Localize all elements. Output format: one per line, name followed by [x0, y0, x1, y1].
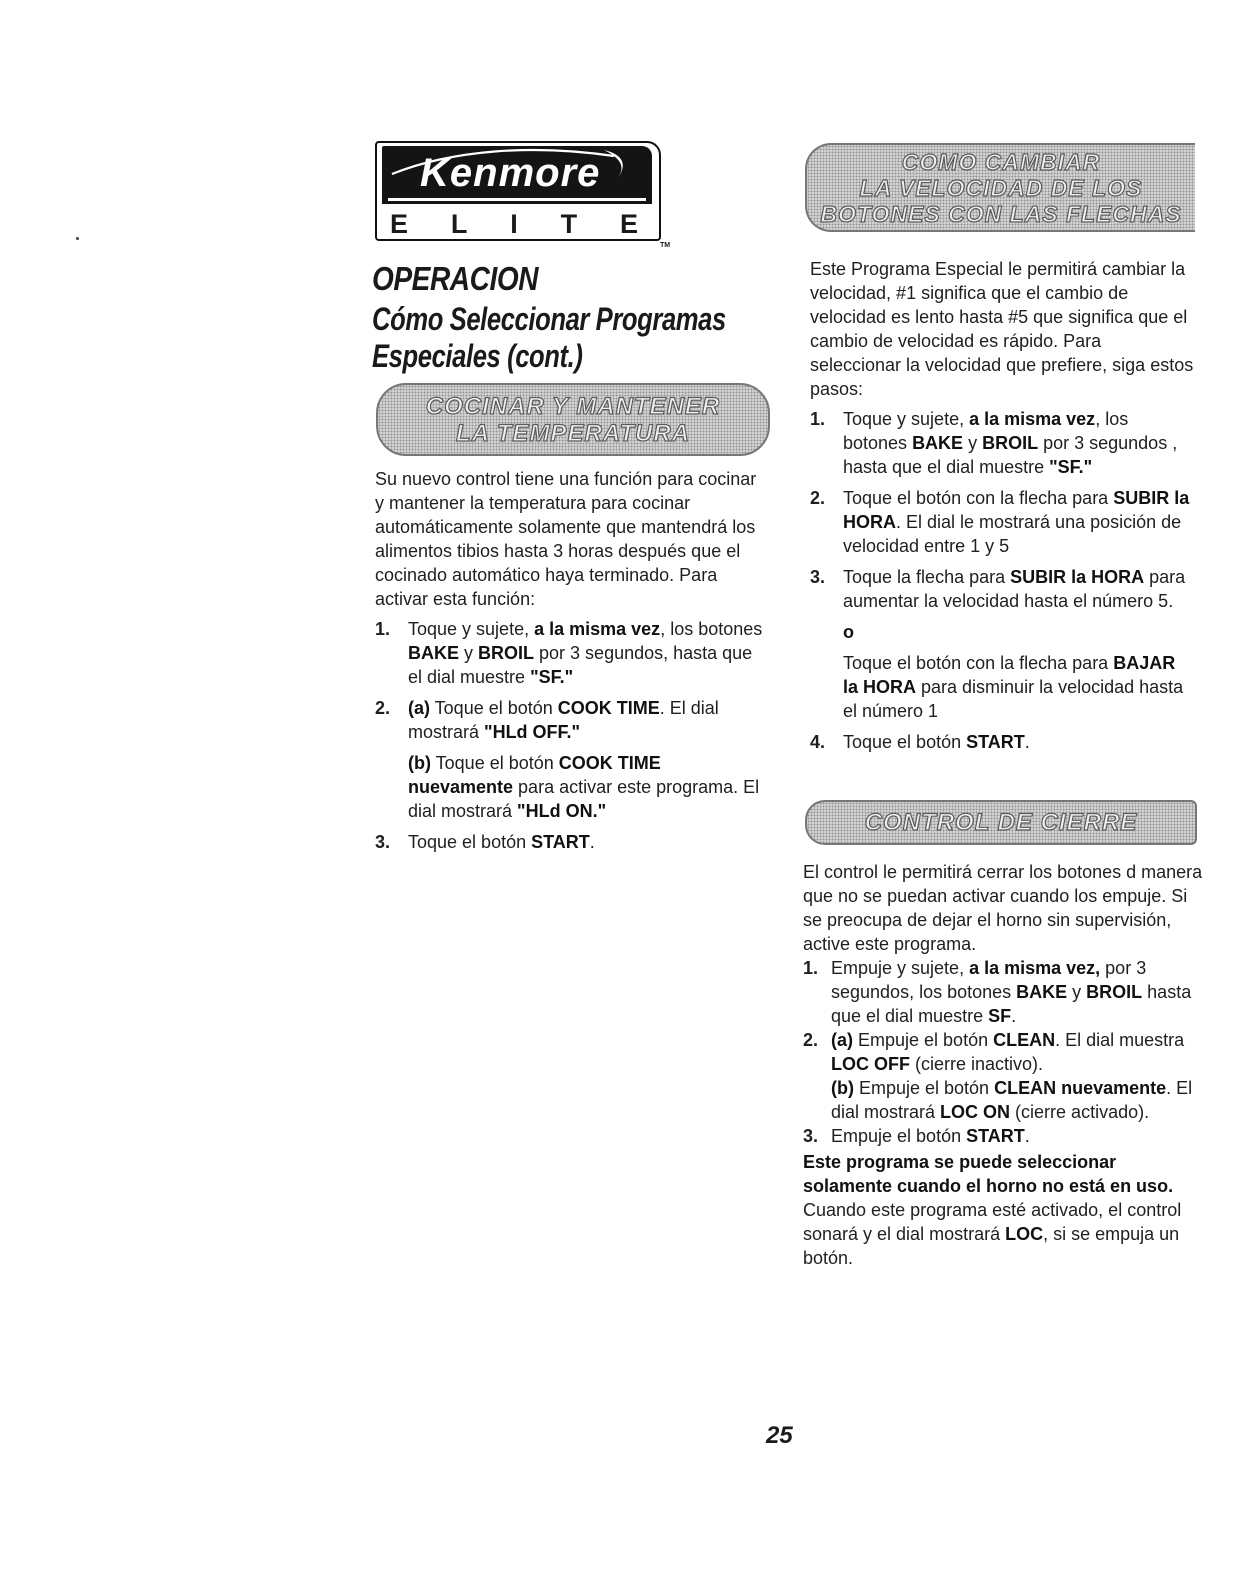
step-number: 1. — [810, 409, 826, 429]
warning-text: Este programa se puede seleccionar solamente cuando el horno no está en uso. — [803, 1152, 1174, 1196]
step-text: (cierre inactivo). — [910, 1054, 1044, 1074]
step-item — [810, 730, 1195, 754]
step-text: Toque el botón con la flecha para — [843, 653, 1114, 673]
step-number: 1. — [375, 619, 391, 639]
section-intro: Su nuevo control tiene una función para cocinar y mantener la temperatura para cocinar automáticamente solamente que mantendrá los alimentos tibios hasta 3 horas después que el cocinado automático haya terminado. Para activar esta función: — [375, 469, 757, 609]
button-name: COOK TIME nuevamente — [408, 753, 661, 797]
step-text: Toque y sujete, — [843, 409, 970, 429]
banner-text: LA TEMPERATURA — [456, 419, 690, 447]
step-number: 3. — [375, 832, 391, 852]
step-number: 4. — [810, 732, 826, 752]
step-text: y — [1067, 982, 1087, 1002]
scan-speck — [76, 237, 79, 240]
button-name: START — [966, 1126, 1025, 1146]
button-name: BROIL — [478, 643, 535, 663]
display-code: "HLd OFF." — [484, 722, 581, 742]
elite-letter: T — [560, 209, 580, 239]
elite-letter: L — [450, 209, 470, 239]
display-code: "SF." — [1049, 457, 1093, 477]
step-text: (cierre activado). — [1010, 1102, 1150, 1122]
step-text: Toque y sujete, — [408, 619, 535, 639]
hold-temperature-section — [375, 467, 765, 861]
button-name: CLEAN — [993, 1030, 1056, 1050]
display-code: LOC OFF — [831, 1054, 910, 1074]
step-emphasis: a la misma vez — [534, 619, 661, 639]
step-text: por 3 segundos, hasta que el dial muestre — [408, 643, 753, 687]
step-text: para aumentar la velocidad hasta el número 5. — [843, 567, 1186, 611]
banner-text: LA VELOCIDAD DE LOS — [859, 174, 1143, 201]
trademark-mark: TM — [660, 242, 671, 249]
warning-note — [803, 1150, 1203, 1198]
logo-wordmark: Kenmore — [420, 151, 601, 195]
button-name: CLEAN nuevamente — [994, 1078, 1167, 1098]
substep-label: (b) — [831, 1078, 854, 1098]
button-name: SUBIR la HORA — [1010, 567, 1145, 587]
display-code: LOC — [1005, 1224, 1044, 1244]
section-banner-arrow-speed — [805, 143, 1195, 232]
step-item — [803, 956, 1203, 1028]
step-text: Toque el botón — [430, 753, 559, 773]
banner-text: BOTONES CON LAS FLECHAS — [820, 200, 1182, 227]
step-text: Empuje el botón — [853, 1078, 995, 1098]
step-text: . — [1024, 1126, 1030, 1146]
step-number: 3. — [810, 567, 826, 587]
substep-a — [831, 1028, 1203, 1076]
step-number: 3. — [803, 1126, 819, 1146]
display-code: "HLd ON." — [517, 801, 607, 821]
logo-black-panel — [382, 146, 652, 204]
step-alternative: o — [843, 622, 854, 642]
section-banner-hold-temperature — [376, 383, 770, 456]
step-item — [810, 486, 1195, 558]
page-number: 25 — [766, 1422, 793, 1449]
intro-text: manera que no se puedan activar cuando los empuje. Si se preocupa de dejar el horno sin supervisión, active este programa. — [803, 862, 1203, 954]
step-text: Toque la flecha para — [843, 567, 1011, 587]
page-title: OPERACION — [372, 260, 539, 297]
step-text: para disminuir la velocidad hasta el número 1 — [843, 677, 1184, 721]
step-text: Empuje y sujete, — [831, 958, 970, 978]
kenmore-elite-logo — [372, 138, 671, 249]
step-list — [810, 407, 1195, 754]
step-number: 2. — [803, 1030, 819, 1050]
banner-text: COMO CAMBIAR — [901, 148, 1101, 175]
step-text: . — [1024, 732, 1030, 752]
substep-label: (a) — [831, 1030, 853, 1050]
elite-letter: E — [619, 209, 640, 239]
step-item — [803, 1124, 1203, 1148]
step-number: 1. — [803, 958, 819, 978]
step-text: Empuje el botón — [831, 1126, 967, 1146]
elite-letter: E — [390, 209, 411, 239]
button-name: BAJAR la HORA — [843, 653, 1176, 697]
button-name: COOK TIME — [557, 698, 660, 718]
banner-text: CONTROL DE CIERRE — [864, 808, 1138, 836]
closing-note — [803, 1198, 1203, 1270]
display-code: "SF." — [530, 667, 574, 687]
step-text: . El dial mostrará — [831, 1078, 1193, 1122]
control-lock-section — [803, 860, 1203, 1270]
left-column — [372, 138, 772, 375]
step-item — [810, 407, 1195, 479]
step-text: Toque el botón — [843, 732, 967, 752]
step-number: 2. — [810, 488, 826, 508]
display-code: LOC ON — [940, 1102, 1011, 1122]
section-intro: Este Programa Especial le permitirá cambiar la velocidad, #1 significa que el cambio de velocidad es lento hasta #5 que significa que el cambio de velocidad es rápido. Para seleccionar la velocidad que prefiere, siga estos pasos: — [810, 259, 1194, 399]
step-item — [803, 1028, 1203, 1124]
section-banner-control-lock — [805, 800, 1197, 845]
button-name: BAKE — [1016, 982, 1068, 1002]
step-text: . El dial muestra — [1055, 1030, 1185, 1050]
step-text: , los botones — [660, 619, 763, 639]
closing-text: Cuando este programa esté activado, el control sonará y el dial mostrará — [803, 1200, 1182, 1244]
page-subtitle — [372, 301, 748, 375]
step-alternative-text — [843, 651, 1195, 723]
substep-label: (b) — [408, 753, 431, 773]
button-name: BROIL — [982, 433, 1039, 453]
step-text: . — [589, 832, 595, 852]
step-list — [803, 956, 1203, 1148]
step-number: 2. — [375, 698, 391, 718]
step-text: , los botones — [843, 409, 1129, 453]
elite-letter: I — [510, 209, 520, 239]
step-text: . El dial mostrará — [408, 698, 719, 742]
step-text: por 3 segundos, los botones — [831, 958, 1147, 1002]
button-name: START — [966, 732, 1025, 752]
step-item — [810, 565, 1195, 723]
banner-text: COCINAR Y MANTENER — [425, 392, 721, 420]
step-text: Toque el botón — [408, 832, 532, 852]
step-text: . El dial le mostrará una posición de velocidad entre 1 y 5 — [843, 512, 1182, 556]
step-text: Empuje el botón — [853, 1030, 994, 1050]
step-item — [375, 617, 765, 689]
substep-b — [831, 1076, 1203, 1124]
button-name: BAKE — [912, 433, 964, 453]
substep-a — [408, 696, 765, 744]
button-name: START — [531, 832, 590, 852]
button-name: BAKE — [408, 643, 460, 663]
step-text: para activar este programa. El dial mostrará — [408, 777, 760, 821]
step-text: Toque el botón — [430, 698, 558, 718]
step-text: hasta que el dial muestre — [831, 982, 1192, 1026]
substep-b — [408, 751, 765, 823]
logo-elite-letters — [390, 209, 640, 240]
step-text: y — [963, 433, 983, 453]
substep-label: (a) — [408, 698, 430, 718]
arrow-speed-section — [810, 257, 1195, 761]
closing-text: , si se empuja un botón. — [803, 1224, 1180, 1268]
step-text: por 3 segundos , hasta que el dial muestre — [843, 433, 1178, 477]
step-item — [375, 696, 765, 823]
step-text: y — [459, 643, 479, 663]
button-name: BROIL — [1086, 982, 1143, 1002]
section-intro — [803, 860, 1203, 956]
intro-text: El control le permitirá cerrar los botones d — [803, 862, 1137, 882]
subtitle-line: Cómo Seleccionar Programas — [372, 301, 726, 337]
button-name: SUBIR la HORA — [843, 488, 1190, 532]
display-code: SF — [988, 1006, 1012, 1026]
subtitle-line: Especiales (cont.) — [372, 338, 583, 374]
step-text: Toque el botón con la flecha para — [843, 488, 1114, 508]
step-item — [375, 830, 765, 854]
step-list — [375, 617, 765, 854]
step-text: . — [1011, 1006, 1017, 1026]
step-emphasis: a la misma vez, — [969, 958, 1101, 978]
step-emphasis: a la misma vez — [969, 409, 1096, 429]
